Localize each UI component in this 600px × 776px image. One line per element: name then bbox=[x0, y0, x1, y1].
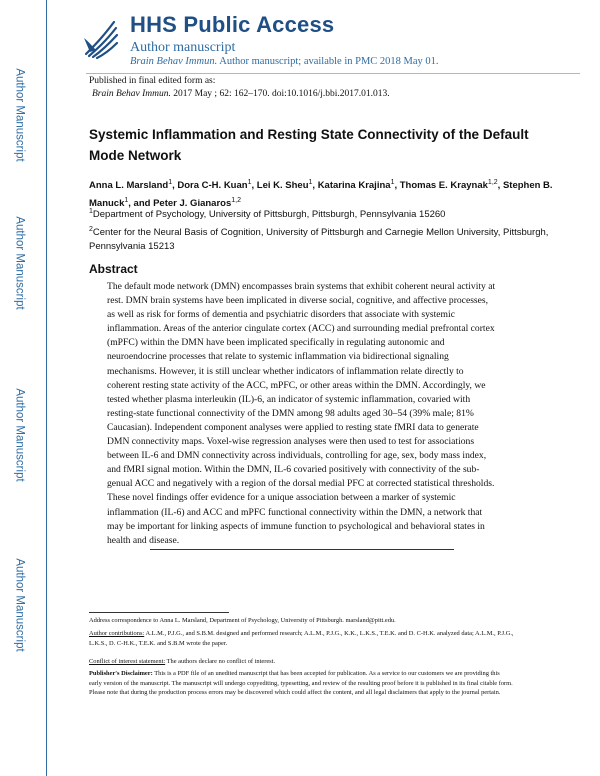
author-separator: , bbox=[172, 180, 178, 192]
footnote-correspondence: Address correspondence to Anna L. Marsland, Department of Psychology, University of Pittsburgh. marsland@pitt.edu. bbox=[89, 617, 396, 624]
author-name: Stephen B. Manuck bbox=[89, 180, 553, 210]
paper-title: Systemic Inflammation and Resting State Connectivity of the Default Mode Network bbox=[89, 127, 529, 163]
published-label: Published in final edited form as: bbox=[89, 76, 216, 86]
author-separator: , bbox=[497, 180, 503, 192]
citation-line: Brain Behav Immun. 2017 May ; 62: 162–170. doi:10.1016/j.bbi.2017.01.013. bbox=[92, 89, 390, 99]
affiliation-2: $^2$Center for the Neural Basis of Cognition, University of Pittsburgh and Carnegie Mellon University, Pittsburgh, Pennsylvania 15213 bbox=[89, 226, 549, 253]
side-label-4: Author Manuscript bbox=[14, 558, 27, 652]
affiliation-1: $^1$Department of Psychology, University of Pittsburgh, Pittsburgh, Pennsylvania 15260 bbox=[89, 208, 446, 221]
author-name: Thomas E. Kraynak bbox=[399, 180, 488, 192]
author-affiliation-sup: 1 bbox=[247, 179, 252, 186]
author-separator: , and bbox=[128, 198, 154, 210]
author-affiliation-sup: 1,2 bbox=[487, 179, 498, 186]
author-name: Anna L. Marsland bbox=[89, 180, 169, 192]
margin-rule bbox=[46, 0, 47, 776]
author-affiliation-sup: 1 bbox=[390, 179, 395, 186]
abstract-body: The default mode network (DMN) encompasses brain systems that exhibit coherent neural activity at rest. DMN brain systems have been implicated in diverse social, cognitive, and affective processes, as well as risk for forms of dementia and psychiatric disorders that associate with systemic inflammation. Areas of the anterior cingulate cortex (ACC) and surrounding medial prefrontal cortex (mPFC) within the DMN have been implicated specifically in regulating autonomic and neuroendocrine processes that relate to systemic inflammation via bidirectional signaling mechanisms. However, it is still unclear whether indicators of inflammation relate directly to coherent resting state activity of the ACC, mPFC, or other areas within the DMN. Accordingly, we tested whether plasma interleukin (IL)-6, an indicator of systemic inflammation, covaried with resting-state functional connectivity of the DMN among 98 adults aged 30–54 (39% male; 81% Caucasian). Independent component analyses were applied to resting state fMRI data to generate DMN connectivity maps. Voxel-wise regression analyses were then used to test for associations between IL-6 and DMN connectivity across individuals, controlling for age, sex, body mass index, and fMRI signal motion. Within the DMN, IL-6 covaried positively with connectivity of the sub-genual ACC and negatively with a region of the dorsal medial PFC at corrected statistical thresholds. These novel findings offer evidence for a unique association between a marker of systemic inflammation (IL-6) and ACC and mPFC functional connectivity within the DMN, a network that may be important for linking aspects of immune function to psychological and behavioral states in health and disease. bbox=[107, 281, 496, 546]
author-affiliation-sup: 1 bbox=[124, 197, 129, 205]
author-affiliation-sup: 1,2 bbox=[231, 197, 241, 205]
author-separator: , bbox=[312, 180, 318, 192]
abstract-heading: Abstract bbox=[89, 262, 138, 276]
side-label-2: Author Manuscript bbox=[14, 216, 27, 310]
header-subtitle: Author manuscript bbox=[130, 40, 236, 55]
author-name: Katarina Krajina bbox=[317, 180, 391, 192]
author-name: Peter J. Gianaros bbox=[153, 198, 232, 210]
side-label-3: Author Manuscript bbox=[14, 388, 27, 482]
footnote-disclaimer: Publisher's Disclaimer: This is a PDF file of an unedited manuscript that has been accepted for publication. As a service to our customers we are providing this early version of the manuscript. The manuscript will undergo copyediting, typesetting, and review of the resulting proof before it is published in its final citable form. Please note that during the production process errors may be discovered which could affect the content, and all legal disclaimers that apply to the journal pertain. bbox=[89, 670, 513, 697]
author-name: Lei K. Sheu bbox=[256, 180, 309, 192]
footnote-contributions: Author contributions: A.L.M., P.J.G., and S.B.M. designed and performed research; A.L.M., P.J.G., K.K., L.K.S., T.E.K. and D. C-H.K. analyzed data; A.L.M., P.J.G., L.K.S., D. C-H.K., T.E.K. and S.B.M wrote the paper. bbox=[89, 630, 514, 647]
author-separator: , bbox=[394, 180, 400, 192]
hhs-eagle-logo-icon bbox=[80, 16, 120, 60]
abstract-divider bbox=[150, 549, 454, 550]
footnote-divider bbox=[89, 612, 229, 613]
header-availability: Brain Behav Immun. Author manuscript; available in PMC 2018 May 01. bbox=[130, 56, 439, 67]
author-name: Dora C-H. Kuan bbox=[177, 180, 248, 192]
side-label-1: Author Manuscript bbox=[14, 68, 27, 162]
author-separator: , bbox=[251, 180, 257, 192]
footnote-conflict: Conflict of interest statement: The authors declare no conflict of interest. bbox=[89, 658, 276, 665]
header-divider bbox=[86, 73, 580, 74]
author-affiliation-sup: 1 bbox=[308, 179, 313, 186]
author-affiliation-sup: 1 bbox=[168, 179, 173, 186]
header-title: HHS Public Access bbox=[130, 12, 335, 37]
